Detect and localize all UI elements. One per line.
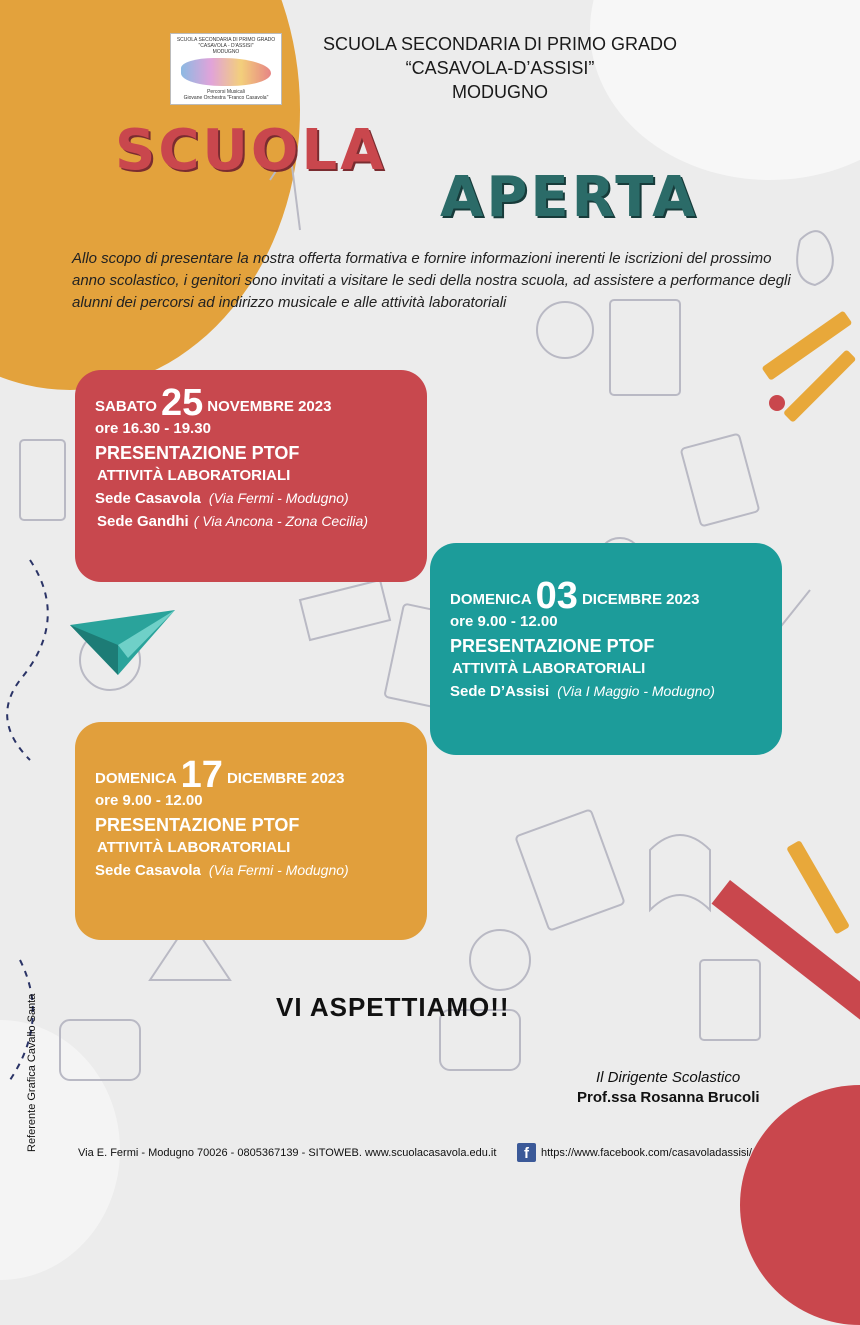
- facebook-link[interactable]: https://www.facebook.com/casavoladassisi/: [541, 1147, 752, 1159]
- event-month: DICEMBRE 2023: [226, 770, 345, 787]
- title-word-aperta: APERTA: [440, 165, 699, 230]
- notebook-doodle: [515, 809, 624, 930]
- facebook-icon[interactable]: f: [517, 1143, 536, 1162]
- site-address: (Via I Maggio - Modugno): [557, 683, 715, 699]
- event-month: NOVEMBRE 2023: [207, 398, 332, 415]
- event-card-1: [75, 370, 427, 582]
- event-day: SABATO: [95, 398, 157, 415]
- school-type: SCUOLA SECONDARIA DI PRIMO GRADO: [322, 34, 678, 54]
- event-date: 25: [160, 382, 204, 424]
- footer-address[interactable]: Via E. Fermi - Modugno 70026 - 0805367139 - SITOWEB. www.scuolacasavola.edu.it: [78, 1147, 497, 1159]
- site-name: Sede Casavola: [95, 862, 201, 879]
- school-city: MODUGNO: [452, 82, 548, 102]
- logo-text: MODUGNO: [212, 49, 240, 55]
- ruler-icon-bottom: [712, 880, 860, 1021]
- event-date-line: [95, 382, 427, 424]
- school-name: “CASAVOLA-D’ASSISI”: [405, 58, 595, 78]
- book-doodle: [650, 835, 710, 910]
- event-date: 03: [535, 575, 578, 617]
- logo-text: SCUOLA SECONDARIA DI PRIMO GRADO: [176, 37, 276, 43]
- event-month: DICEMBRE 2023: [581, 591, 700, 608]
- signature-role: Il Dirigente Scolastico: [596, 1069, 741, 1086]
- event-time: ore 9.00 - 12.00: [95, 792, 203, 809]
- notebook-doodle: [681, 434, 760, 527]
- dashed-line-doodle: [7, 560, 48, 760]
- site-name: Sede D’Assisi: [450, 683, 550, 700]
- event-site: [95, 510, 427, 533]
- logo-text: "CASAVOLA - D'ASSISI": [198, 43, 254, 49]
- logo-text: Percorsi Musicali: [207, 89, 245, 95]
- bag-doodle: [60, 1020, 140, 1080]
- graphic-credit: Referente Grafica Cavallo Santa: [26, 993, 38, 1152]
- event-activities: ATTIVITÀ LABORATORIALI: [97, 839, 291, 856]
- site-address: (Via Fermi - Modugno): [208, 862, 349, 878]
- site-address: (Via Fermi - Modugno): [208, 490, 349, 506]
- event-day: DOMENICA: [450, 591, 532, 608]
- title-word-scuola: SCUOLA: [115, 118, 387, 183]
- event-presentation: PRESENTAZIONE PTOF: [95, 443, 300, 463]
- logo-text: Giovane Orchestra "Franco Casavola": [183, 95, 269, 101]
- event-date-line: [450, 575, 782, 617]
- event-presentation: PRESENTAZIONE PTOF: [450, 636, 655, 656]
- school-header: [290, 32, 710, 104]
- signature-name: Prof.ssa Rosanna Brucoli: [577, 1089, 760, 1106]
- event-site: [450, 680, 782, 703]
- ruler-doodle: [300, 580, 390, 640]
- site-name: Sede Gandhi: [97, 513, 189, 530]
- school-logo: [170, 33, 282, 105]
- event-day: DOMENICA: [95, 770, 177, 787]
- event-time: ore 16.30 - 19.30: [95, 420, 211, 437]
- event-date-line: [95, 754, 427, 796]
- globe-doodle: [470, 930, 530, 990]
- event-date: 17: [180, 754, 223, 796]
- site-name: Sede Casavola: [95, 490, 201, 507]
- apple-doodle: [797, 231, 833, 285]
- event-site: [95, 487, 427, 510]
- closing-message: VI ASPETTIAMO!!: [276, 992, 510, 1022]
- intro-paragraph: Allo scopo di presentare la nostra offerta formativa e fornire informazioni inerenti le iscrizioni del prossimo anno scolastico, i genitori sono invitati a visitare le sedi della nostra scuola, ad assistere a performance degli alunni dei percorsi ad indirizzo musicale e alle attività laboratoriali: [72, 250, 791, 311]
- notebook-doodle: [700, 960, 760, 1040]
- site-address: ( Via Ancona - Zona Cecilia): [193, 513, 368, 529]
- event-site: [95, 859, 427, 882]
- event-card-2: [430, 543, 782, 755]
- notebook-doodle: [610, 300, 680, 395]
- event-card-3: [75, 722, 427, 940]
- event-presentation: PRESENTAZIONE PTOF: [95, 815, 300, 835]
- event-activities: ATTIVITÀ LABORATORIALI: [452, 660, 646, 677]
- pencil-icon-bottom: [786, 840, 850, 935]
- notebook-doodle: [20, 440, 65, 520]
- logo-artwork: [181, 58, 271, 86]
- event-time: ore 9.00 - 12.00: [450, 613, 558, 630]
- event-activities: ATTIVITÀ LABORATORIALI: [97, 467, 291, 484]
- pencil-icon-top: [761, 310, 856, 422]
